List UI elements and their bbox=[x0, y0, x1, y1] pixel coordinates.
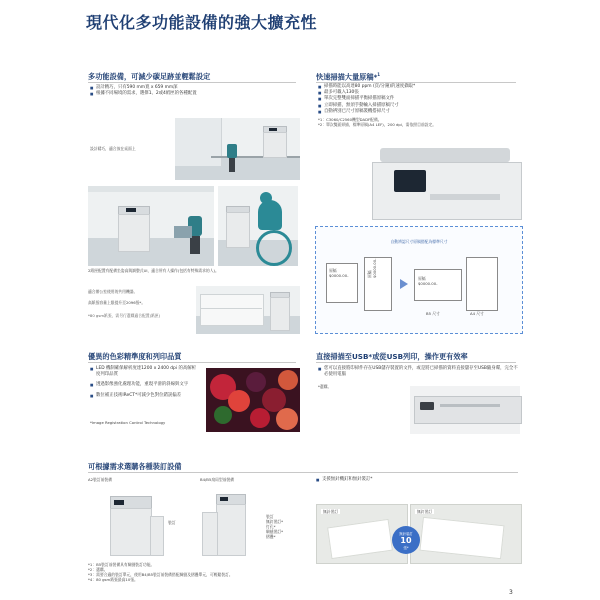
caption-accessibility: 2紙匣配置有配備坐姿高與調整式UI，適合所有人操作(包括有特殊需求的人)。 bbox=[88, 268, 219, 273]
ireCT-footnote: *Image Registration Control Technology bbox=[90, 420, 166, 425]
label-b5: B5 尺寸 bbox=[426, 311, 440, 316]
color-bullets bbox=[90, 366, 200, 399]
compact-bullets bbox=[90, 85, 290, 97]
bullet: ■ 您可以直接將印掃件存在USB儲存裝置的文件，或是將已掃描的資料直接儲存至USB隨身碟，完全不必使用電腦 bbox=[318, 366, 518, 378]
finisher-footnotes: *1：B5裝訂前裝備具有騎縫裝訂功能。 *2：選購。 *3：需要合適的裝訂單元，使用B4/B5裝訂前裝備搭配騎縫及摺疊單元，可輕鬆裝訂。 *4：80 gsm紙張最高10張。 bbox=[88, 562, 233, 582]
finisher-a2-photo bbox=[96, 496, 162, 558]
desktop-office-photo bbox=[175, 118, 300, 180]
section-rule bbox=[88, 362, 296, 363]
shared-office-photo bbox=[196, 286, 300, 334]
bullet: ■ 自動辨別已尺寸原稿裝機搭掃尺寸 bbox=[318, 109, 518, 115]
bullet: ■ 設計精巧，只有590 mm寬 x 659 mm深 bbox=[90, 85, 290, 91]
output-paper-b5: 原稿 $0000.00- bbox=[414, 269, 462, 301]
finisher-b4-title: B4/B5扇局型前裝備 bbox=[200, 477, 235, 482]
caption-capacity: 高紙張容量上限提升至2096張*。 bbox=[88, 300, 146, 305]
page-title: 現代化多功能設備的強大擴充性 bbox=[86, 13, 318, 32]
auto-size-diagram bbox=[315, 226, 523, 334]
finisher-b4-labels: 裝訂 無釘裝訂* 打孔* 騎縫裝訂* 摺疊* bbox=[266, 514, 284, 539]
bullet: ■ 立即掃描，無須手動輸入掃描原稿尺寸 bbox=[318, 103, 518, 109]
section-title-finisher: 可根據需求選購各種裝訂設備 bbox=[88, 462, 182, 471]
section-title-scan: 快速掃描大量原稿*$^1$ bbox=[316, 72, 381, 82]
bullet: ■ 單次完整雙面掃描平衡掃描原稿文件 bbox=[318, 96, 518, 102]
output-paper-a4 bbox=[466, 257, 498, 311]
page-number: 3 bbox=[509, 589, 513, 596]
bullet: ■ 根據不同場境的需求，選擇1、2或4紙匣的各種配置 bbox=[90, 91, 290, 97]
scanner-photo bbox=[370, 138, 520, 218]
original-paper-a: 原稿 $0000.00- bbox=[326, 263, 358, 303]
label-a4: A4 尺寸 bbox=[470, 311, 484, 316]
usb-footnote: *選購。 bbox=[318, 384, 332, 389]
scan-notes: *1：C3060/C2560機型DADF配備。 *2：單次雙面掃描，標準原稿(A4 LEF)，200 dpi，需依照目前設定。 bbox=[318, 117, 437, 128]
section-rule bbox=[316, 362, 516, 363]
bullet: ■ LED 機制確保解析度達1200 x 2400 dpi 的高解析度列印品質 bbox=[90, 366, 200, 378]
tray-office-photo bbox=[88, 186, 214, 266]
capacity-footnote: *80 gsm紙張，需另行選購適合配置(紙匣) bbox=[88, 313, 161, 318]
arrow-icon bbox=[400, 279, 408, 289]
section-title-compact: 多功能設備，可減少碳足跡並輕鬆設定 bbox=[88, 72, 211, 81]
staple-free-badge: 無針裝訂 10 張* bbox=[392, 526, 420, 554]
finisher-a2-label: 裝訂 bbox=[168, 520, 176, 525]
bullet: ■ 最多可載入130張 bbox=[318, 90, 518, 96]
fruit-print-photo bbox=[206, 368, 300, 432]
bullet: ■ 透過影像強化處理功能，重現平滑的斜線與文字 bbox=[90, 382, 200, 388]
section-rule bbox=[316, 82, 516, 83]
original-paper-b: 原稿 $0000.00- bbox=[364, 257, 392, 311]
staple-free-sample-1: 無針裝訂 bbox=[316, 504, 408, 564]
diagram-title: 自動辨認尺寸原稿搭配為標準尺寸 bbox=[390, 239, 448, 244]
staple-free-bullet: ■ 支援無針機釘和無針裝訂* bbox=[316, 477, 516, 483]
section-title-color: 優異的色彩精準度和列印品質 bbox=[88, 352, 182, 361]
usb-port-photo bbox=[410, 386, 520, 434]
wheelchair-office-photo bbox=[218, 186, 298, 266]
caption-shared: 適合辦公室使用的共用機器。 bbox=[88, 289, 138, 294]
finisher-b4-photo bbox=[200, 494, 262, 558]
section-title-usb: 直接掃描至USB*或從USB列印，操作更有效率 bbox=[316, 352, 468, 361]
section-rule bbox=[88, 472, 518, 473]
scan-bullets bbox=[318, 84, 518, 115]
usb-bullets bbox=[318, 366, 518, 378]
bullet: ■ 數位補正技術IReCT*可減少色對位錯誤偏差 bbox=[90, 393, 200, 399]
caption-desktop: 設計精巧，適合放在桌面上 bbox=[90, 146, 136, 151]
bullet: ■ 掃描時能以高達80 ppm (頁/分鐘)的速度擷取* bbox=[318, 84, 518, 90]
staple-free-sample-2: 無釘裝訂 bbox=[410, 504, 522, 564]
finisher-a2-title: A2裝訂前裝備 bbox=[88, 477, 112, 482]
section-rule bbox=[88, 82, 296, 83]
